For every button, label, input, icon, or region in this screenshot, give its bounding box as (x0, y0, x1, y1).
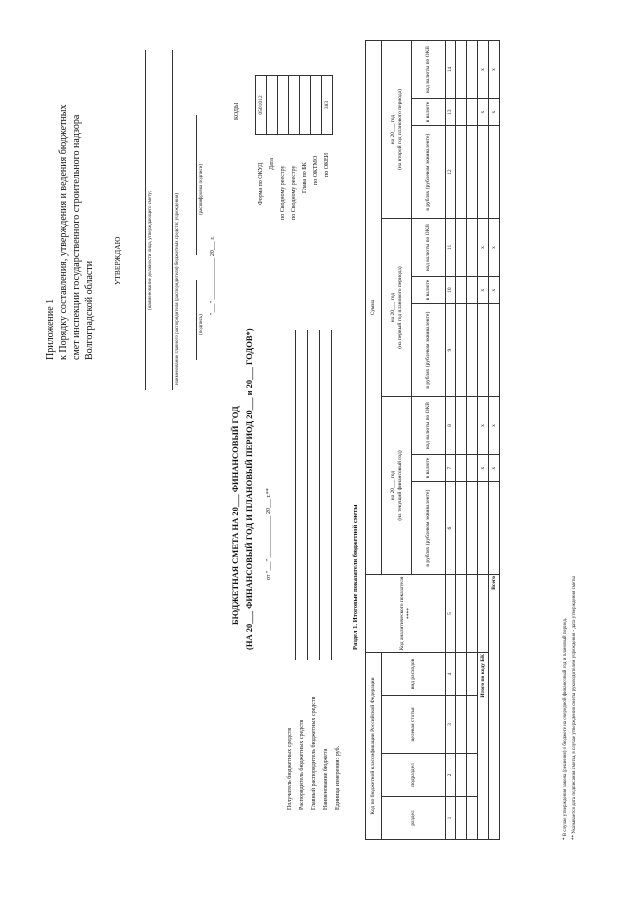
col-num: 8 (446, 397, 456, 455)
field-budget-name: Наименование бюджета (323, 748, 329, 810)
kbk-col-target: целевая статья (382, 696, 446, 754)
x-mark: x (478, 98, 489, 125)
year-1-header: на 20___ год (на текущий финансовый год) (382, 397, 412, 575)
col-num: 10 (446, 276, 456, 303)
y3-rub: в рублях (рублевом эквиваленте) (412, 126, 446, 219)
col-num: 11 (446, 219, 456, 277)
x-mark: x (478, 397, 489, 455)
x-mark: x (489, 276, 500, 303)
section-title: Раздел 1. Итоговые показатели бюджетной сметы (352, 504, 359, 650)
appendix-line-4: Волгоградской области (84, 260, 95, 360)
total-row (489, 41, 500, 840)
appendix-block (44, 104, 96, 360)
col-num: 6 (446, 482, 456, 575)
appendix-line-1: Приложение 1 (45, 298, 56, 360)
code-label-6: по ОКЕИ (324, 152, 330, 177)
x-mark: x (489, 454, 500, 481)
approve-hint-2: наименование главного распорядителя (распорядителя) бюджетных средств; учреждения) (175, 193, 180, 385)
total-bk-label: Итого по коду БК (478, 653, 489, 840)
approve-hint-1: (наименование должности лица, утверждающего смету; (148, 190, 153, 310)
code-label-1: Дата (269, 158, 275, 170)
codes-header: КОДЫ (234, 102, 240, 120)
sign-line (196, 280, 197, 360)
field-recipient: Получатель бюджетных средств (287, 727, 293, 810)
codes-table (255, 75, 333, 135)
year-2-header: на 20___ год (на первый год планового периода) (382, 219, 412, 397)
field-budget-name-line (331, 330, 332, 660)
col-num: 9 (446, 304, 456, 397)
col-numbers-row (446, 41, 456, 840)
kbk-col-subsection: подраздел (382, 754, 446, 797)
field-main-distributor: Главный распорядитель бюджетных средств (311, 696, 317, 810)
y1-cur: в валюте (412, 454, 446, 481)
appendix-line-3: смет инспекции государственного строительного надзора (71, 114, 82, 360)
code-value-1 (267, 76, 278, 135)
code-value-4 (300, 76, 311, 135)
x-mark: x (489, 98, 500, 125)
y2-rub: в рублях (рублевом эквиваленте) (412, 304, 446, 397)
y1-rub: в рублях (рублевом эквиваленте) (412, 482, 446, 575)
table-row (456, 41, 467, 840)
appendix-line-2: к Порядку составления, утверждения и ведения бюджетных (58, 104, 69, 360)
x-mark: x (478, 276, 489, 303)
x-mark: x (478, 219, 489, 277)
col-num: 7 (446, 454, 456, 481)
y2-cur: в валюте (412, 276, 446, 303)
code-value-3 (289, 76, 300, 135)
col-num: 4 (446, 653, 456, 696)
x-mark: x (489, 41, 500, 99)
code-label-4: Глава по БК (302, 162, 308, 193)
code-value-2 (278, 76, 289, 135)
code-value-0: 0501012 (256, 76, 267, 135)
decode-line (196, 115, 197, 255)
footnote-2: ** Указывается дата подписания сметы, в случае утверждения сметы руководителем учреждения - дата утверждения сметы (572, 576, 577, 840)
sum-header: Сумма (366, 41, 382, 575)
decode-hint: (расшифровка подписи) (199, 163, 204, 215)
x-mark: x (478, 41, 489, 99)
x-mark: x (478, 454, 489, 481)
total-bk-row (478, 41, 489, 840)
code-value-5 (311, 76, 322, 135)
field-distributor-line (307, 330, 308, 660)
approve-title: УТВЕРЖДАЮ (113, 236, 122, 285)
y3-cur: в валюте (412, 98, 446, 125)
approve-line-2 (172, 50, 173, 390)
kbk-col-type: вид расходов (382, 653, 446, 696)
field-recipient-line (295, 330, 296, 660)
x-mark: x (489, 219, 500, 277)
year-3-header: на 20___ год (на второй год планового периода) (382, 41, 412, 219)
code-label-0: Форма по ОКУД (258, 162, 264, 205)
title-date: от "___" ______________ 20___ г.** (266, 488, 272, 580)
kbk-col-section: раздел (382, 797, 446, 840)
x-mark: x (489, 397, 500, 455)
table-row (467, 41, 478, 840)
col-num: 1 (446, 797, 456, 840)
col-num: 2 (446, 754, 456, 797)
title-line-1: БЮДЖЕТНАЯ СМЕТА НА 20___ ФИНАНСОВЫЙ ГОД (230, 406, 240, 625)
col-num: 13 (446, 98, 456, 125)
main-table (365, 40, 500, 840)
col-num: 14 (446, 41, 456, 99)
col-num: 5 (446, 575, 456, 653)
title-line-2: (НА 20___ ФИНАНСОВЫЙ ГОД И ПЛАНОВЫЙ ПЕРИОД 20___ и 20___ ГОДОВ*) (244, 328, 254, 650)
analytic-header: Код аналитического показателя **** (366, 575, 446, 653)
code-label-5: по ОКТМО (313, 155, 319, 185)
code-label-2: по Сводному реестру (280, 165, 286, 220)
col-num: 12 (446, 126, 456, 219)
field-main-distributor-line (319, 330, 320, 660)
code-label-3: по Сводному реестру (291, 165, 297, 220)
field-distributor: Распорядитель бюджетных средств (299, 719, 305, 810)
code-value-6: 383 (322, 76, 333, 135)
approve-date: "___" ______________ 20___ г. (210, 236, 216, 315)
col-num: 3 (446, 696, 456, 754)
sign-hint: (подпись) (199, 314, 204, 335)
field-unit: Единица измерения: руб. (335, 745, 341, 810)
y3-code: код валюты по ОКВ (412, 41, 446, 99)
y2-code: код валюты по ОКВ (412, 219, 446, 277)
kbk-header: Код по бюджетной классификации Российской Федерации (366, 653, 382, 840)
total-label: Всего (489, 575, 500, 840)
footnote-1: * В случае утверждения закона (решения) о бюджете на очередной финансовый год и плановый период. (563, 617, 568, 840)
y1-code: код валюты по ОКВ (412, 397, 446, 455)
approve-line-1 (145, 50, 146, 390)
